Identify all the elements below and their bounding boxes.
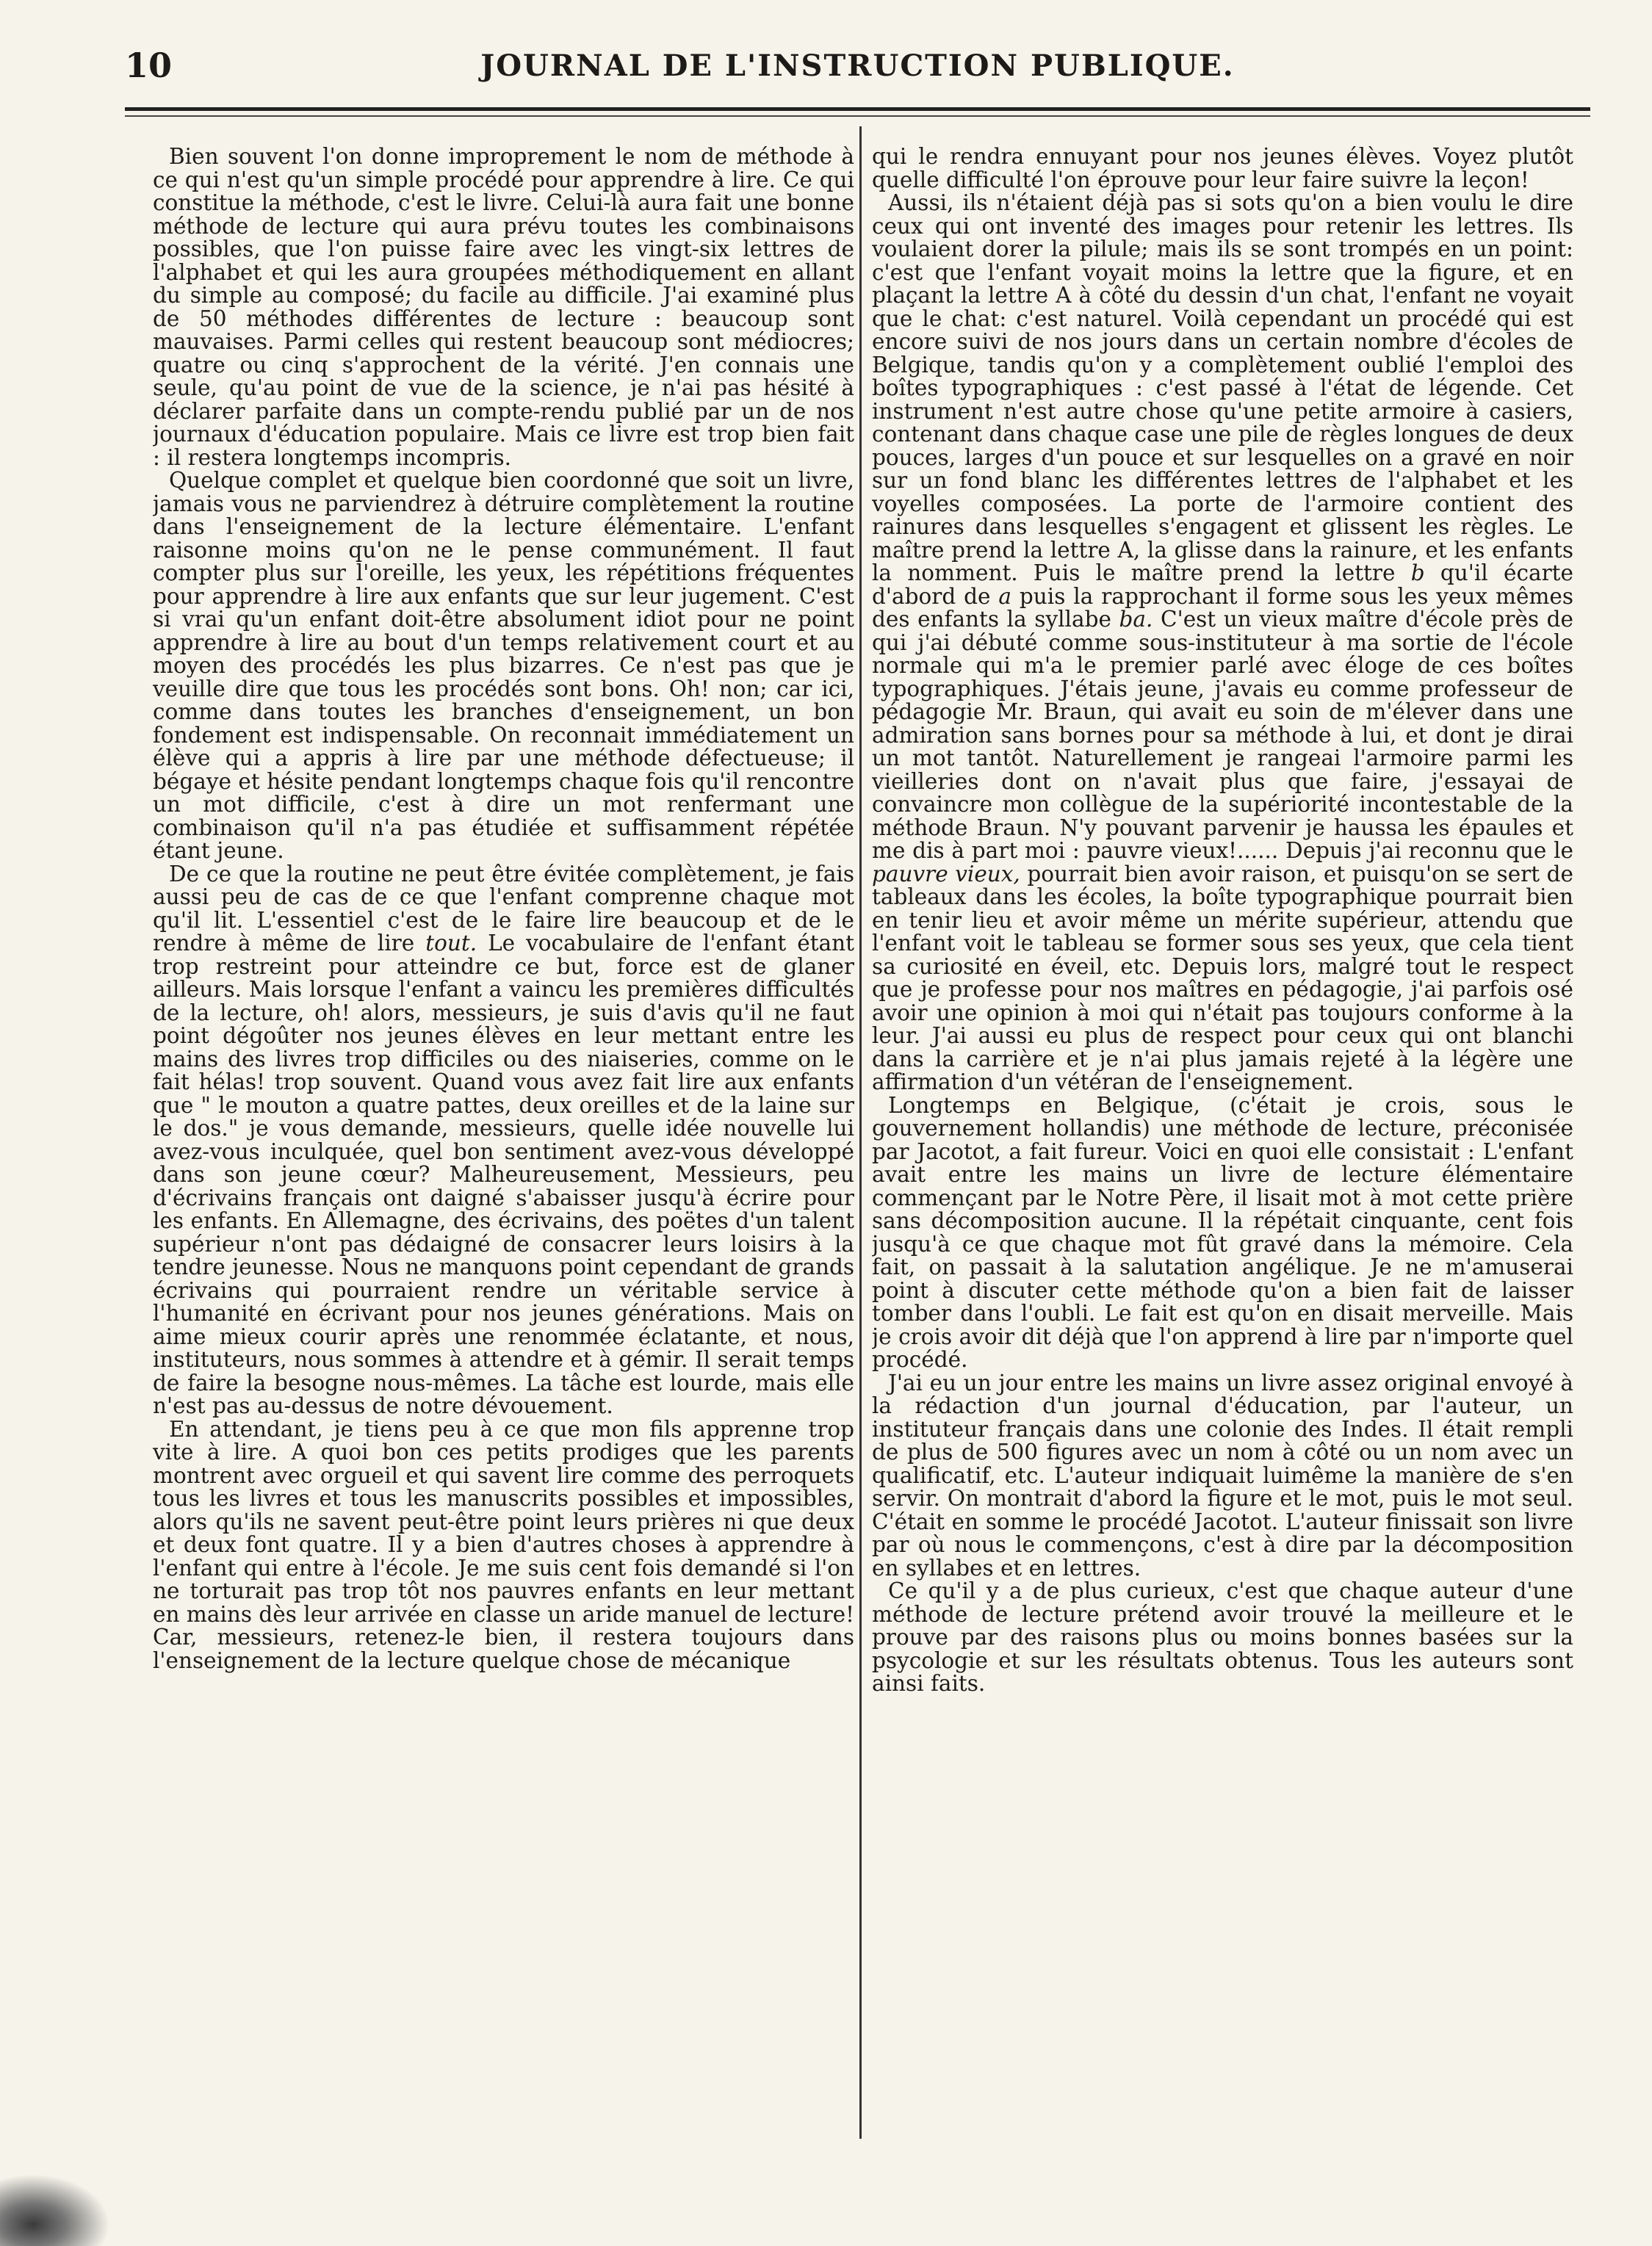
- paragraph: qui le rendra ennuyant pour nos jeunes élèves. Voyez plutôt quelle difficulté l'on éprouve pour leur faire suivre la leçon!: [872, 145, 1573, 192]
- text-run: pourrait bien avoir raison, et puisqu'on se sert de tableaux dans les écoles, la boîte typographique pourrait bien en tenir lieu et avoir même un mérite supérieur, attendu que l'enfant voit le tableau se former sous ses yeux, que cela tient sa curiosité en éveil, etc. Depuis lors, malgré tout le respect que je professe pour nos maîtres en pédagogie, j'ai parfois osé avoir une opinion à moi qui n'était pas toujours conforme à la leur. J'ai aussi eu plus de respect pour ceux qui ont blanchi dans la carrière et je n'ai plus jamais rejeté à la légère une affirmation d'un vétéran de l'enseignement.: [872, 861, 1573, 1094]
- emphasis: pauvre vieux,: [872, 861, 1020, 887]
- paragraph: Longtemps en Belgique, (c'était je crois, sous le gouvernement hollandis) une méthode de lecture, préconisée par Jacotot, a fait fureur. Voici en quoi elle consistait : L'enfant avait entre les mains un livre de lecture élémentaire commençant par le Notre Père, il lisait mot à mot cette prière sans décomposition aucune. Il la répétait cinquante, cent fois jusqu'à ce que chaque mot fût gravé dans la mémoire. Cela fait, on passait à la salutation angélique. Je ne m'amuserai point à discuter cette méthode qu'on a bien fait de laisser tomber dans l'oubli. Le fait est qu'on en disait merveille. Mais je crois avoir dit déjà que l'on apprend à lire par n'importe quel procédé.: [872, 1092, 1573, 1372]
- text-run: C'est un vieux maître d'école près de qui j'ai débuté comme sous-instituteur à ma sortie de l'école normale qui m'a le premier parlé avec éloge de ces boîtes typographiques. J'étais jeune, j'avais eu comme professeur de pédagogie Mr. Braun, qui avait eu soin de m'élever dans une admiration sans bornes pour sa méthode à lui, et dont je dirai un mot tantôt. Naturellement je rangeai l'armoire parmi les vieilleries dont on n'avait plus que faire, j'essayai de convaincre mon collègue de la supériorité incontestable de la méthode Braun. N'y pouvant parvenir je haussa les épaules et me dis à part moi : pauvre vieux!...... Depuis j'ai reconnu que le: [872, 607, 1573, 863]
- page-header: [125, 46, 1590, 97]
- header-rule-thin: [125, 115, 1590, 117]
- text-run: Aussi, ils n'étaient déjà pas si sots qu'on a bien voulu le dire ceux qui ont inventé des images pour retenir les lettres. Ils voulaient dorer la pilule; mais ils se sont trompés en un point: c'est que l'enfant voyait moins la lettre que la figure, et en plaçant la lettre A à côté du dessin d'un chat, l'enfant ne voyait que le chat: c'est naturel. Voilà cependant un procédé qui est encore suivi de nos jours dans un certain nombre d'écoles de Belgique, tandis qu'on y a complètement oublié l'emploi des boîtes typographiques : c'est passé à l'état de légende. Cet instrument n'est autre chose qu'une petite armoire à casiers, contenant dans chaque case une pile de règles longues de deux pouces, larges d'un pouce et sur lesquelles on a gravé en noir sur un fond blanc les différentes lettres de l'alphabet et les voyelles composées. La porte de l'armoire contient des rainures dans lesquelles s'engagent et glissent les règles. Le maître prend la lettre A, la glisse dans la rainure, et les enfants la nomment. Puis le maître prend la lettre: [872, 190, 1573, 585]
- paragraph: Ce qu'il y a de plus curieux, c'est que chaque auteur d'une méthode de lecture prétend avoir trouvé la meilleure et le prouve par des raisons plus ou moins bonnes basées sur la psycologie et sur les résultats obtenus. Tous les auteurs sont ainsi faits.: [872, 1578, 1573, 1696]
- paragraph: [153, 863, 854, 1418]
- right-column: [872, 145, 1573, 2217]
- text-run: qu'il écarte d'abord de: [872, 560, 1573, 609]
- text-run: De ce que la routine ne peut être évitée complètement, je fais aussi peu de cas de ce que l'enfant comprenne chaque mot qu'il lit. L'essentiel c'est de le faire lire beaucoup et de le rendre à même de lire: [153, 861, 854, 956]
- text-run: Le vocabulaire de l'enfant étant trop restreint pour atteindre ce but, force est de glaner ailleurs. Mais lorsque l'enfant a vaincu les premières difficultés de la lecture, oh! alors, messieurs, je suis d'avis qu'il ne faut point dégoûter nos jeunes élèves en leur mettant entre les mains des livres trop difficiles ou des niaiseries, comme on le fait hélas! trop souvent. Quand vous avez fait lire aux enfants que " le mouton a quatre pattes, deux oreilles et de la laine sur le dos." je vous demande, messieurs, quelle idée nouvelle lui avez-vous inculquée, quel bon sentiment avez-vous développé dans son jeune cœur? Malheureusement, Messieurs, peu d'écrivains français ont daigné s'abaisser jusqu'à écrire pour les enfants. En Allemagne, des écrivains, des poëtes d'un talent supérieur n'ont pas dédaigné de consacrer leurs loisirs à la tendre jeunesse. Nous ne manquons point cependant de grands écrivains qui pourraient rendre un véritable service à l'humanité en écrivant pour nos jeunes générations. Mais on aime mieux courir après une renommée éclatante, et nous, instituteurs, nous sommes à attendre et à gémir. Il serait temps de faire la besogne nous-mêmes. La tâche est lourde, mais elle n'est pas au-dessus de notre dévouement.: [153, 931, 854, 1418]
- text-run: puis la rapprochant il forme sous les yeux mêmes des enfants la syllabe: [872, 583, 1573, 632]
- header-rule-thick: [125, 107, 1590, 111]
- page-number: 10: [125, 46, 173, 85]
- emphasis: tout.: [425, 931, 477, 956]
- journal-title: JOURNAL DE L'INSTRUCTION PUBLIQUE.: [480, 48, 1235, 83]
- paragraph: [872, 192, 1573, 1094]
- emphasis: a: [998, 583, 1011, 609]
- ink-smudge: [0, 2174, 110, 2246]
- left-column: [153, 145, 854, 2217]
- emphasis: b: [1410, 560, 1425, 585]
- paragraph: J'ai eu un jour entre les mains un livre assez original envoyé à la rédaction d'un journal d'éducation, par l'auteur, un instituteur français dans une colonie des Indes. Il était rempli de plus de 500 figures avec un nom à côté ou un nom avec un qualificatif, etc. L'auteur indiquait luimême la manière de s'en servir. On montrait d'abord la figure et le mot, puis le mot seul. C'était en somme le procédé Jacotot. L'auteur finissait son livre par où nous le commençons, c'est à dire par la décomposition en syllabes et en lettres.: [872, 1370, 1573, 1581]
- paragraph: Bien souvent l'on donne improprement le nom de méthode à ce qui n'est qu'un simple procédé pour apprendre à lire. Ce qui constitue la méthode, c'est le livre. Celui-là aura fait une bonne méthode de lecture qui aura prévu toutes les combinaisons possibles, que l'on puisse faire avec les vingt-six lettres de l'alphabet et qui les aura groupées méthodiquement en allant du simple au composé; du facile au difficile. J'ai examiné plus de 50 méthodes différentes de lecture : beaucoup sont mauvaises. Parmi celles qui restent beaucoup sont médiocres; quatre ou cinq s'approchent de la vérité. J'en connais une seule, qu'au point de vue de la science, je n'ai pas hésité à déclarer parfaite dans un compte-rendu publié par un de nos journaux d'éducation populaire. Mais ce livre est trop bien fait : il restera longtemps incompris.: [153, 145, 854, 470]
- column-divider: [859, 126, 862, 2139]
- emphasis: ba.: [1119, 607, 1153, 632]
- paragraph: En attendant, je tiens peu à ce que mon fils apprenne trop vite à lire. A quoi bon ces petits prodiges que les parents montrent avec orgueil et qui savent lire comme des perroquets tous les livres et tous les manuscrits possibles et impossibles, alors qu'ils ne savent peut-être point leurs prières ni que deux et deux font quatre. Il y a bien d'autres choses à apprendre à l'enfant qui entre à l'école. Je me suis cent fois demandé si l'on ne torturait pas trop tôt nos pauvres enfants en leur mettant en mains dès leur arrivée en classe un aride manuel de lecture! Car, messieurs, retenez-le bien, il restera toujours dans l'enseignement de la lecture quelque chose de mécanique: [153, 1416, 854, 1673]
- paragraph: Quelque complet et quelque bien coordonné que soit un livre, jamais vous ne parviendrez à détruire complètement la routine dans l'enseignement de la lecture élémentaire. L'enfant raisonne moins qu'on ne le pense communément. Il faut compter plus sur l'oreille, les yeux, les répétitions fréquentes pour apprendre à lire aux enfants que sur leur jugement. C'est si vrai qu'un enfant doit-être absolument idiot pour ne point apprendre à lire au bout d'un temps relativement court et au moyen des procédés les plus bizarres. Ce n'est pas que je veuille dire que tous les procédés sont bons. Oh! non; car ici, comme dans toutes les branches d'enseignement, un bon fondement est indispensable. On reconnait immédiatement un élève qui a appris à lire par une méthode défectueuse; il bégaye et hésite pendant longtemps chaque fois qu'il rencontre un mot difficile, c'est à dire un mot renfermant une combinaison qu'il n'a pas étudiée et suffisamment répétée étant jeune.: [153, 468, 854, 863]
